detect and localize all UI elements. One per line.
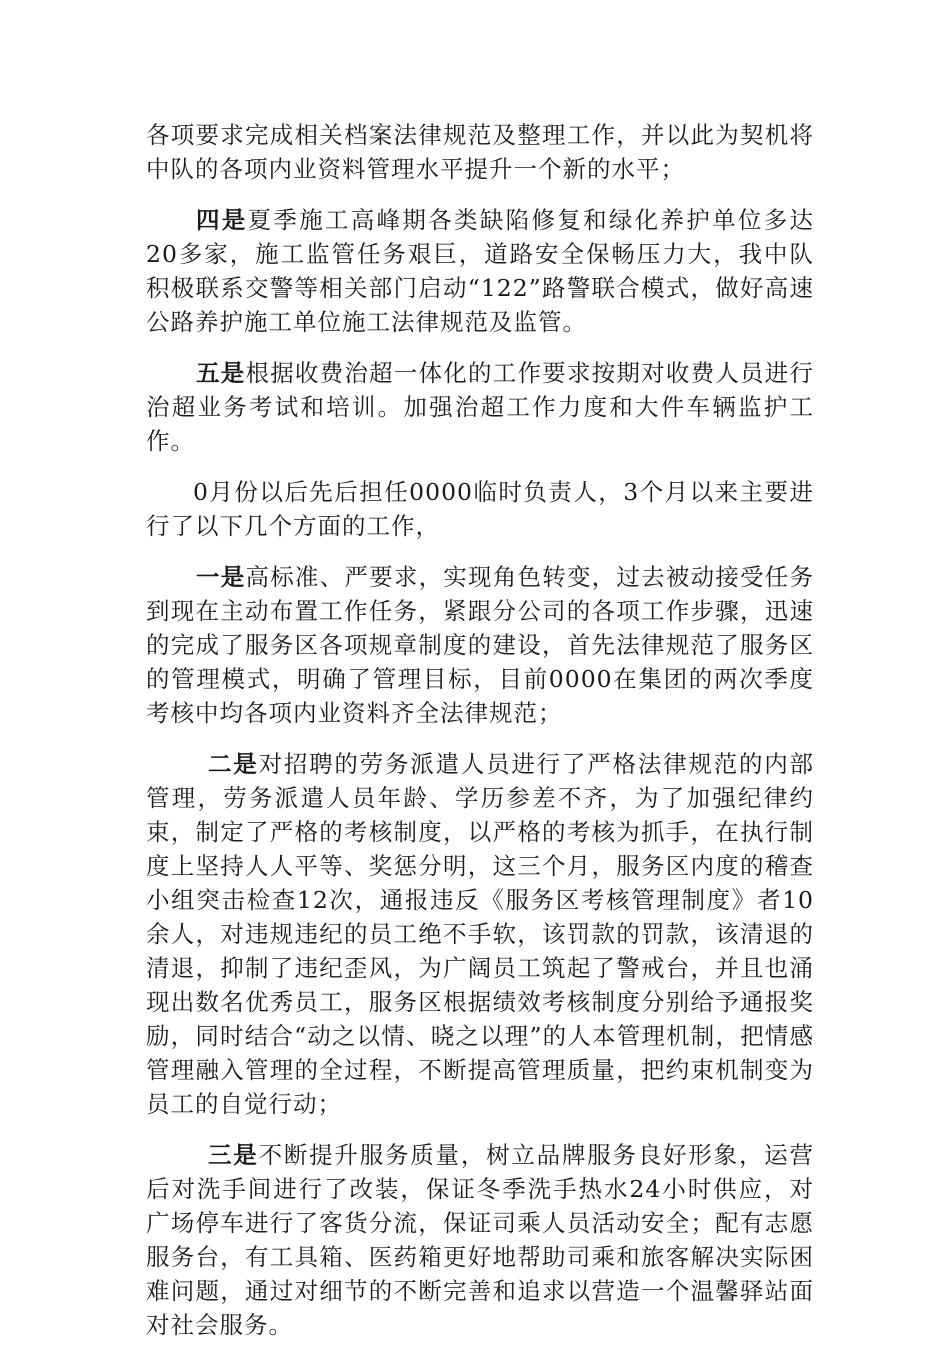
paragraph-intro [146, 475, 814, 543]
paragraph-text: 不断提升服务质量，树立品牌服务良好形象，运营后对洗手间进行了改装，保证冬季洗手热水24小时供应，对广场停车进行了客货分流，保证司乘人员活动安全；配有志愿服务台，有工具箱、医药箱更好地帮助司乘和旅客解决实际困难问题，通过对细节的不断完善和追求以营造一个温馨驿站面对社会服务。 [146, 1141, 815, 1339]
paragraph-text: 高标准、严要求，实现角色转变，过去被动接受任务到现在主动布置工作任务，紧跟分公司的各项工作步骤，迅速的完成了服务区各项规章制度的建设，首先法律规范了服务区的管理模式，明确了管理目标，目前0000在集团的两次季度考核中均各项内业资料齐全法律规范； [146, 563, 815, 727]
paragraph-item-five [146, 356, 814, 458]
paragraph-lead: 四是 [196, 206, 248, 234]
paragraph-lead: 二是 [208, 750, 259, 778]
paragraph-item-three [146, 1138, 814, 1342]
paragraph-item-one [146, 560, 814, 730]
paragraph-item-two [146, 747, 814, 1121]
paragraph-continuation [146, 118, 814, 186]
paragraph-item-four [146, 203, 814, 339]
paragraph-lead: 三是 [208, 1141, 259, 1169]
paragraph-lead: 一是 [196, 563, 246, 591]
paragraph-text: 0月份以后先后担任0000临时负责人，3个月以来主要进行了以下几个方面的工作， [146, 478, 814, 540]
paragraph-text: 各项要求完成相关档案法律规范及整理工作，并以此为契机将中队的各项内业资料管理水平提升一个新的水平； [146, 121, 814, 183]
document-page [146, 118, 814, 1359]
paragraph-text: 夏季施工高峰期各类缺陷修复和绿化养护单位多达20多家，施工监管任务艰巨，道路安全保畅压力大，我中队积极联系交警等相关部门启动“122”路警联合模式，做好高速公路养护施工单位施工法律规范及监管。 [146, 206, 814, 336]
paragraph-text: 对招聘的劳务派遣人员进行了严格法律规范的内部管理，劳务派遣人员年龄、学历参差不齐，为了加强纪律约束，制定了严格的考核制度，以严格的考核为抓手，在执行制度上坚持人人平等、奖惩分明，这三个月，服务区内度的稽查小组突击检查12次，通报违反《服务区考核管理制度》者10余人，对违规违纪的员工绝不手软，该罚款的罚款，该清退的清退，抑制了违纪歪风，为广阔员工筑起了警戒台，并且也涌现出数名优秀员工，服务区根据绩效考核制度分别给予通报奖励，同时结合“动之以情、晓之以理”的人本管理机制，把情感管理融入管理的全过程，不断提高管理质量，把约束机制变为员工的自觉行动； [146, 750, 815, 1118]
paragraph-text: 根据收费治超一体化的工作要求按期对收费人员进行治超业务考试和培训。加强治超工作力度和大件车辆监护工作。 [146, 359, 815, 455]
paragraph-lead: 五是 [196, 359, 246, 387]
